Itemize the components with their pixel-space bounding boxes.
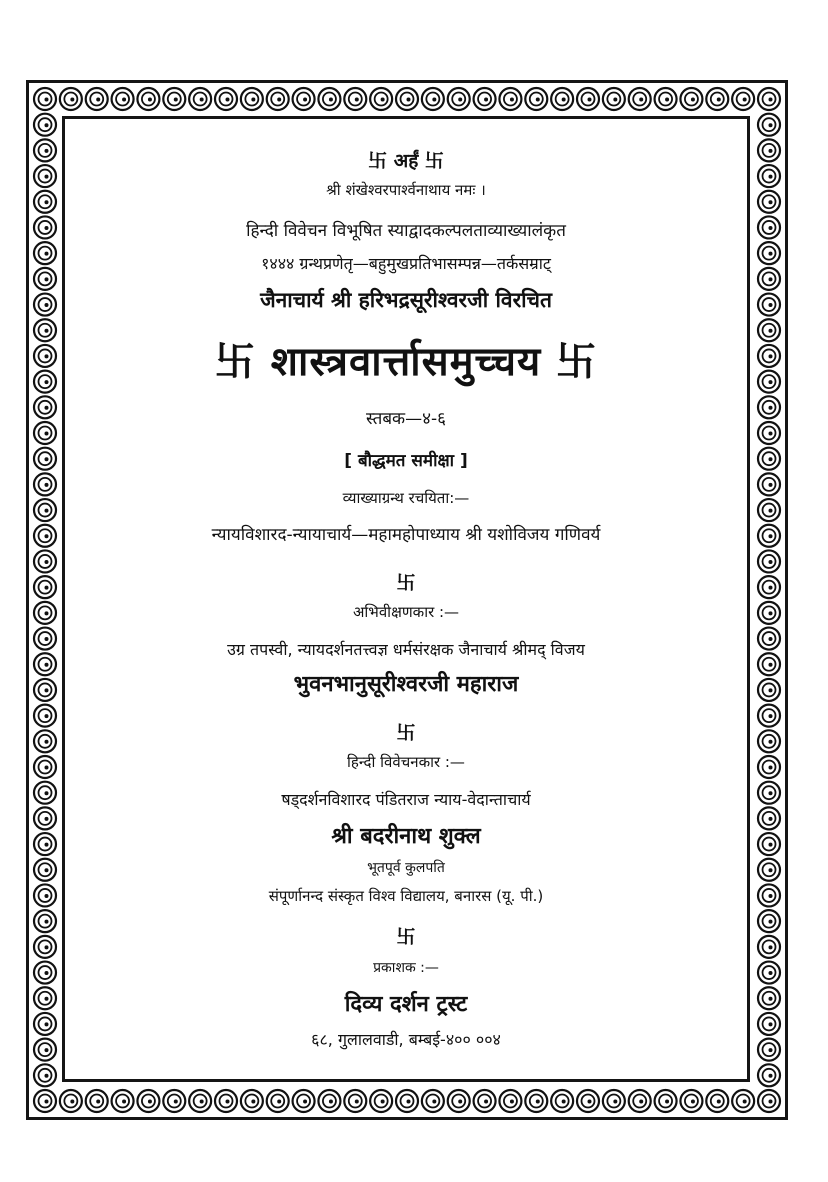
former-post: भूतपूर्व कुलपति bbox=[367, 860, 445, 876]
publisher-address: ६८, गुलालवाडी, बम्बई-४०० ००४ bbox=[311, 1030, 501, 1049]
author-epithet: १४४४ ग्रन्थप्रणेतृ—बहुमुखप्रतिभासम्पन्न—तर्कसम्राट् bbox=[261, 254, 551, 273]
swastika-divider-icon: 卐 bbox=[396, 572, 416, 594]
university: संपूर्णानन्द संस्कृत विश्व विद्यालय, बनारस (यू. पी.) bbox=[268, 887, 544, 905]
salutation: श्री शंखेश्वरपार्श्वनाथाय नमः । bbox=[326, 181, 486, 199]
hindi-commentator-name: श्री बदरीनाथ शुक्ल bbox=[331, 824, 481, 849]
invocation: 卐 अर्हं 卐 bbox=[368, 150, 444, 172]
reviewer-titles: उग्र तपस्वी, न्यायदर्शनतत्त्वज्ञ धर्मसंरक्षक जैनाचार्य श्रीमद् विजय bbox=[227, 640, 585, 659]
commentary-author: न्यायविशारद-न्यायाचार्य—महामहोपाध्याय श्री यशोविजय गणिवर्य bbox=[211, 525, 601, 545]
hindi-commentator-label: हिन्दी विवेचनकार :— bbox=[347, 753, 465, 771]
reviewer-label: अभिवीक्षणकार :— bbox=[352, 603, 460, 621]
swastika-left-icon: 卐 bbox=[214, 339, 256, 385]
swastika-right-icon: 卐 bbox=[556, 339, 598, 385]
swastika-divider-icon: 卐 bbox=[396, 926, 416, 948]
hindi-commentator-titles: षड्दर्शनविशारद पंडितराज न्याय-वेदान्ताचार्य bbox=[281, 790, 531, 809]
subject: [ बौद्धमत समीक्षा ] bbox=[344, 451, 468, 471]
book-title bbox=[66, 330, 746, 387]
reviewer-name: भुवनभानुसूरीश्वरजी महाराज bbox=[293, 672, 519, 697]
publisher-label: प्रकाशक :— bbox=[373, 960, 439, 976]
commentary-line: हिन्दी विवेचन विभूषित स्याद्वादकल्पलताव्याख्यालंकृत bbox=[246, 221, 566, 241]
author-line: जैनाचार्य श्री हरिभद्रसूरीश्वरजी विरचित bbox=[260, 288, 552, 312]
commentary-author-label: व्याख्याग्रन्थ रचयिता:— bbox=[342, 489, 470, 507]
stavak: स्तबक—४-६ bbox=[366, 409, 446, 429]
publisher-name: दिव्य दर्शन ट्रस्ट bbox=[344, 992, 468, 1017]
swastika-divider-icon: 卐 bbox=[396, 722, 416, 744]
title-text: शास्त्रवार्त्तासमुच्चय bbox=[270, 339, 542, 385]
